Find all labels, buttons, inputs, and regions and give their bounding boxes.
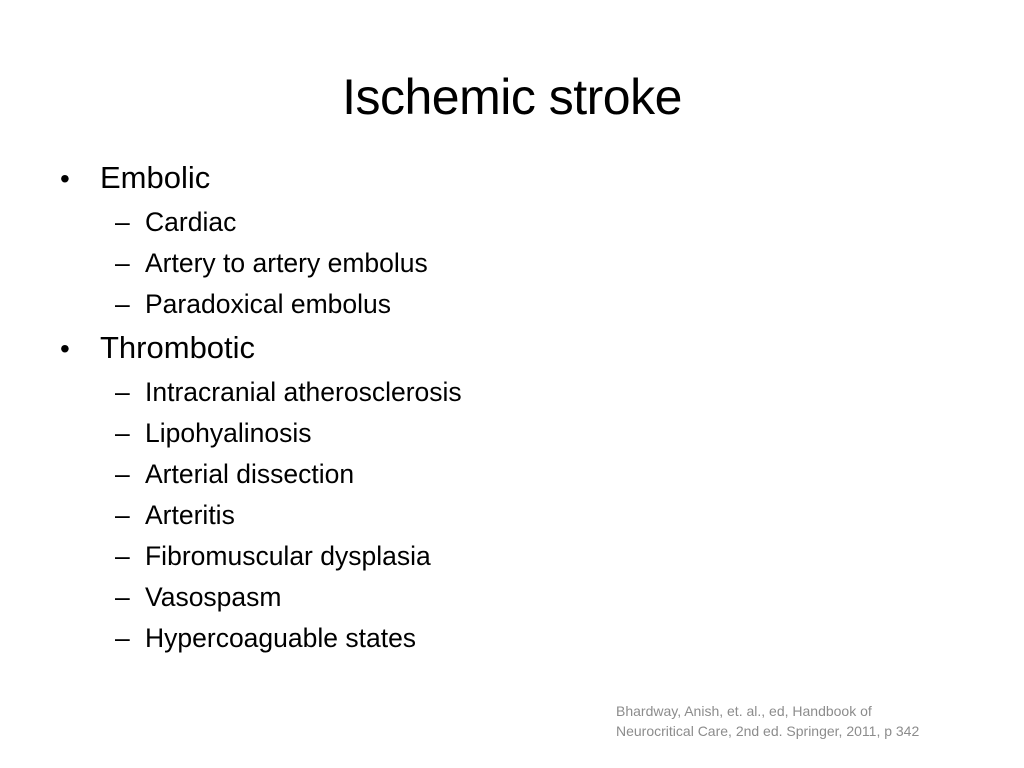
sub-list xyxy=(60,207,940,330)
dash-marker: – xyxy=(115,289,130,319)
dash-marker: – xyxy=(115,541,130,571)
bullet-row xyxy=(60,330,940,377)
bullet-list xyxy=(60,160,940,664)
sub-item xyxy=(60,289,940,330)
sub-item-text: Hypercoaguable states xyxy=(145,623,417,653)
dash-marker: – xyxy=(115,623,130,653)
dash-marker: – xyxy=(115,418,130,448)
citation-line: Bhardway, Anish, et. al., ed, Handbook of xyxy=(616,703,872,719)
sub-item xyxy=(60,248,940,289)
dash-marker: – xyxy=(115,377,130,407)
bullet-item-thrombotic xyxy=(60,330,940,664)
sub-item-text: Intracranial atherosclerosis xyxy=(145,377,462,407)
sub-list xyxy=(60,377,940,664)
sub-item-text: Cardiac xyxy=(145,207,237,237)
bullet-marker: • xyxy=(60,163,70,194)
sub-item xyxy=(60,582,940,623)
dash-marker: – xyxy=(115,248,130,278)
bullet-text: Embolic xyxy=(100,160,211,195)
sub-item-text: Artery to artery embolus xyxy=(145,248,428,278)
dash-marker: – xyxy=(115,207,130,237)
bullet-text: Thrombotic xyxy=(100,330,256,365)
dash-marker: – xyxy=(115,459,130,489)
sub-item xyxy=(60,418,940,459)
sub-item-text: Arteritis xyxy=(145,500,235,530)
bullet-row xyxy=(60,160,940,207)
sub-item-text: Arterial dissection xyxy=(145,459,355,489)
sub-item xyxy=(60,541,940,582)
sub-item xyxy=(60,207,940,248)
bullet-marker: • xyxy=(60,333,70,364)
dash-marker: – xyxy=(115,500,130,530)
sub-item-text: Vasospasm xyxy=(145,582,282,612)
citation-line: Neurocritical Care, 2nd ed. Springer, 2011, p 342 xyxy=(616,723,920,739)
dash-marker: – xyxy=(115,582,130,612)
sub-item xyxy=(60,377,940,418)
citation xyxy=(616,701,996,741)
sub-item xyxy=(60,623,940,664)
slide-title: Ischemic stroke xyxy=(342,69,682,125)
sub-item xyxy=(60,500,940,541)
bullet-item-embolic xyxy=(60,160,940,330)
sub-item-text: Lipohyalinosis xyxy=(145,418,312,448)
sub-item-text: Paradoxical embolus xyxy=(145,289,391,319)
sub-item-text: Fibromuscular dysplasia xyxy=(145,541,431,571)
sub-item xyxy=(60,459,940,500)
